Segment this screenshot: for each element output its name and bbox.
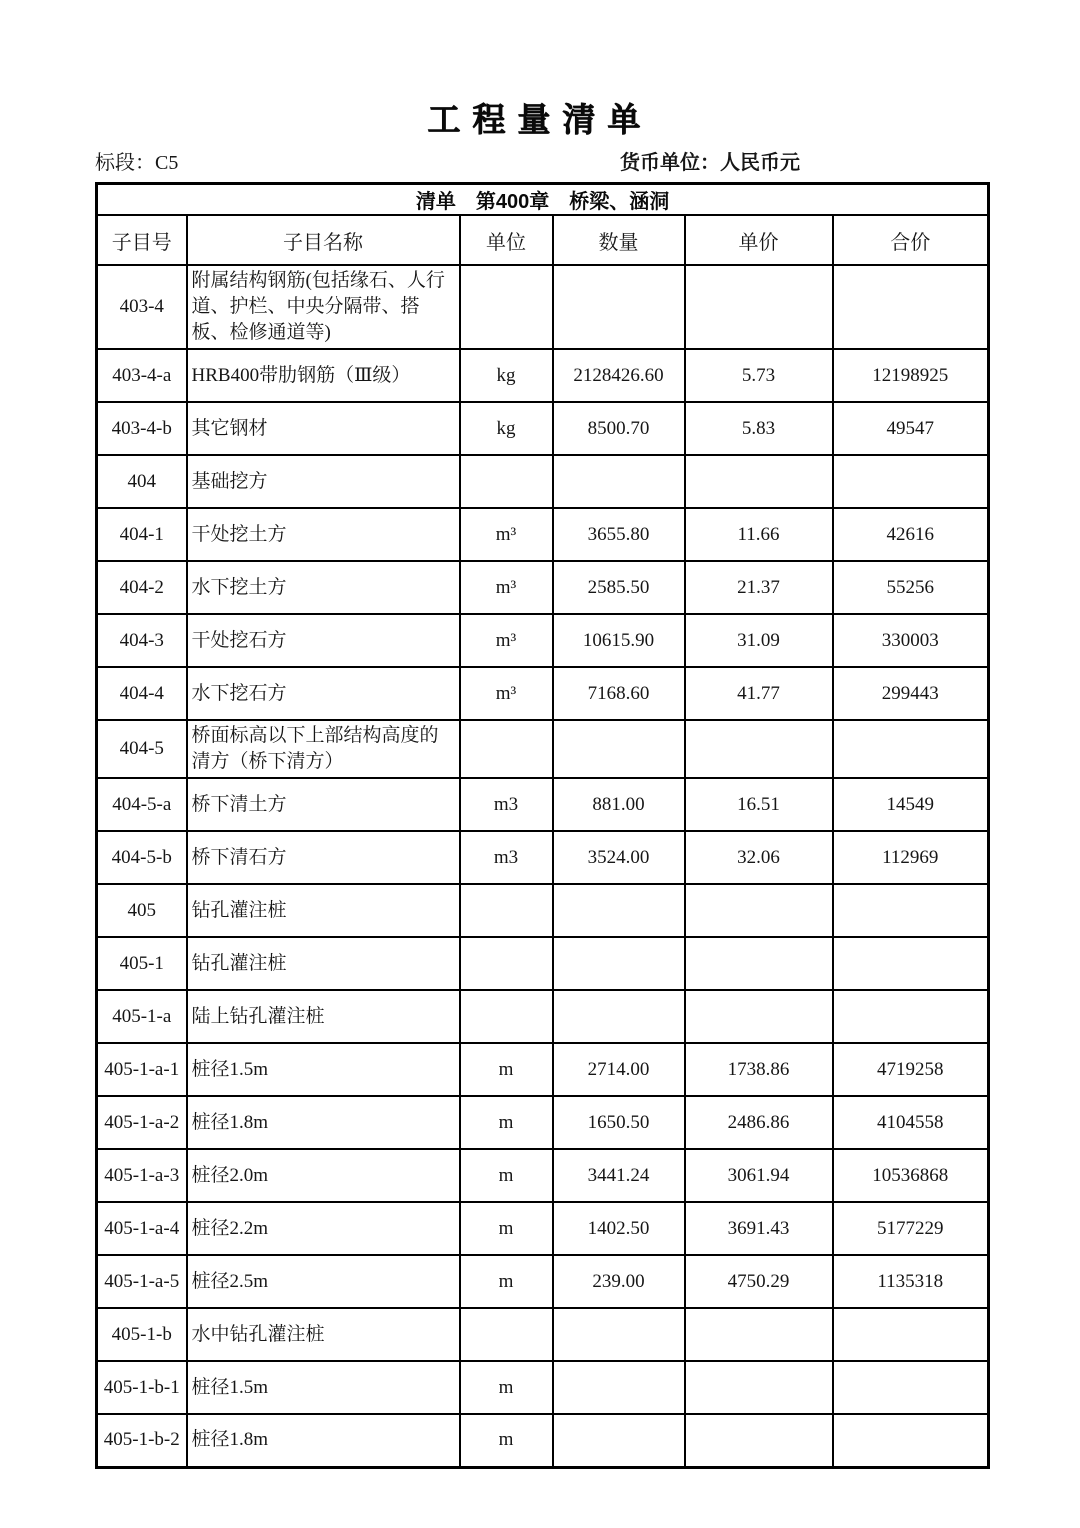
cell-item-name: 桩径1.5m: [187, 1361, 460, 1414]
cell-item-no: 404-4: [97, 667, 187, 720]
table-row: [97, 1308, 989, 1361]
cell-total: 14549: [833, 778, 989, 831]
col-header-item-no: 子目号: [97, 215, 187, 265]
table-row: [97, 561, 989, 614]
cell-total: [833, 720, 989, 778]
cell-item-no: 404-5: [97, 720, 187, 778]
cell-unit: kg: [460, 349, 553, 402]
cell-unit: m: [460, 1096, 553, 1149]
cell-item-no: 405-1-b-2: [97, 1414, 187, 1467]
cell-quantity: 1650.50: [553, 1096, 685, 1149]
table-row: [97, 667, 989, 720]
cell-item-no: 405-1-a-3: [97, 1149, 187, 1202]
cell-item-no: 404-5-b: [97, 831, 187, 884]
cell-unit: [460, 990, 553, 1043]
cell-quantity: 1402.50: [553, 1202, 685, 1255]
cell-total: [833, 1361, 989, 1414]
cell-item-no: 403-4-b: [97, 402, 187, 455]
table-row: [97, 990, 989, 1043]
cell-unit-price: [685, 937, 833, 990]
cell-total: 12198925: [833, 349, 989, 402]
cell-quantity: [553, 1414, 685, 1467]
table-row: [97, 778, 989, 831]
cell-total: 1135318: [833, 1255, 989, 1308]
cell-quantity: 8500.70: [553, 402, 685, 455]
table-row: [97, 884, 989, 937]
page-title: 工程量清单: [427, 103, 653, 139]
cell-unit-price: 5.73: [685, 349, 833, 402]
cell-unit-price: [685, 990, 833, 1043]
cell-unit-price: [685, 1414, 833, 1467]
cell-quantity: 3524.00: [553, 831, 685, 884]
currency-unit-label: 货币单位：人民币元: [620, 152, 800, 174]
cell-unit-price: 31.09: [685, 614, 833, 667]
cell-total: [833, 1414, 989, 1467]
table-row: [97, 455, 989, 508]
cell-total: 4719258: [833, 1043, 989, 1096]
cell-total: [833, 937, 989, 990]
cell-unit: m: [460, 1255, 553, 1308]
cell-item-no: 404: [97, 455, 187, 508]
cell-unit: m3: [460, 778, 553, 831]
table-band-row: [97, 184, 989, 216]
table-row: [97, 1414, 989, 1467]
cell-unit-price: 21.37: [685, 561, 833, 614]
cell-unit: m: [460, 1202, 553, 1255]
cell-total: [833, 990, 989, 1043]
chapter-band-title: 清单 第400章 桥梁、涵洞: [97, 184, 989, 216]
cell-quantity: 3655.80: [553, 508, 685, 561]
col-header-item-name: 子目名称: [187, 215, 460, 265]
cell-item-name: 陆上钻孔灌注桩: [187, 990, 460, 1043]
cell-quantity: [553, 1308, 685, 1361]
cell-item-name: 桩径2.5m: [187, 1255, 460, 1308]
cell-item-no: 404-2: [97, 561, 187, 614]
cell-item-name: 干处挖石方: [187, 614, 460, 667]
cell-item-name: 基础挖方: [187, 455, 460, 508]
cell-total: 49547: [833, 402, 989, 455]
cell-unit: m: [460, 1361, 553, 1414]
col-header-total: 合价: [833, 215, 989, 265]
cell-item-no: 405-1-a-5: [97, 1255, 187, 1308]
cell-total: [833, 1308, 989, 1361]
cell-unit-price: [685, 455, 833, 508]
cell-total: 10536868: [833, 1149, 989, 1202]
cell-unit: m: [460, 1149, 553, 1202]
cell-quantity: 881.00: [553, 778, 685, 831]
cell-total: 55256: [833, 561, 989, 614]
table-row: [97, 1361, 989, 1414]
cell-item-no: 405-1-a-4: [97, 1202, 187, 1255]
cell-unit-price: 11.66: [685, 508, 833, 561]
cell-quantity: 2585.50: [553, 561, 685, 614]
cell-unit: [460, 937, 553, 990]
cell-unit: m: [460, 1414, 553, 1467]
cell-item-name: 水中钻孔灌注桩: [187, 1308, 460, 1361]
cell-unit-price: [685, 265, 833, 349]
cell-item-name: 水下挖石方: [187, 667, 460, 720]
col-header-unit: 单位: [460, 215, 553, 265]
cell-unit-price: 2486.86: [685, 1096, 833, 1149]
cell-unit: m3: [460, 831, 553, 884]
cell-item-no: 405-1-a-2: [97, 1096, 187, 1149]
cell-total: [833, 884, 989, 937]
table-row: [97, 831, 989, 884]
cell-unit-price: [685, 720, 833, 778]
cell-unit: [460, 1308, 553, 1361]
cell-item-name: 水下挖土方: [187, 561, 460, 614]
cell-quantity: 2128426.60: [553, 349, 685, 402]
cell-total: 42616: [833, 508, 989, 561]
cell-unit-price: 4750.29: [685, 1255, 833, 1308]
cell-item-name: 桥面标高以下上部结构高度的清方（桥下清方）: [187, 720, 460, 778]
cell-total: [833, 265, 989, 349]
table-row: [97, 508, 989, 561]
cell-total: 112969: [833, 831, 989, 884]
cell-item-no: 405-1: [97, 937, 187, 990]
table-row: [97, 349, 989, 402]
cell-quantity: [553, 265, 685, 349]
cell-unit: [460, 265, 553, 349]
cell-unit-price: [685, 884, 833, 937]
cell-item-name: 桩径2.2m: [187, 1202, 460, 1255]
table-row: [97, 265, 989, 349]
cell-item-no: 405-1-a-1: [97, 1043, 187, 1096]
table-row: [97, 1149, 989, 1202]
cell-quantity: [553, 455, 685, 508]
cell-quantity: [553, 1361, 685, 1414]
cell-item-no: 405-1-b: [97, 1308, 187, 1361]
bill-of-quantities-table: [95, 182, 990, 1469]
cell-item-no: 405-1-a: [97, 990, 187, 1043]
table-header-row: [97, 215, 989, 265]
cell-unit-price: 41.77: [685, 667, 833, 720]
cell-unit: m³: [460, 667, 553, 720]
cell-unit: m³: [460, 614, 553, 667]
cell-unit: [460, 720, 553, 778]
cell-item-name: 其它钢材: [187, 402, 460, 455]
section-label: 标段：C5: [95, 152, 179, 174]
cell-unit-price: 32.06: [685, 831, 833, 884]
col-header-quantity: 数量: [553, 215, 685, 265]
table-row: [97, 1043, 989, 1096]
cell-quantity: [553, 720, 685, 778]
cell-item-no: 404-5-a: [97, 778, 187, 831]
cell-unit: [460, 455, 553, 508]
cell-unit-price: [685, 1308, 833, 1361]
cell-quantity: 10615.90: [553, 614, 685, 667]
cell-item-no: 404-3: [97, 614, 187, 667]
cell-total: 5177229: [833, 1202, 989, 1255]
cell-unit-price: 3061.94: [685, 1149, 833, 1202]
cell-item-name: 桩径2.0m: [187, 1149, 460, 1202]
cell-total: 299443: [833, 667, 989, 720]
cell-unit-price: 16.51: [685, 778, 833, 831]
cell-item-name: 桩径1.8m: [187, 1414, 460, 1467]
cell-unit-price: 5.83: [685, 402, 833, 455]
cell-item-name: 干处挖土方: [187, 508, 460, 561]
cell-quantity: [553, 884, 685, 937]
cell-item-no: 405-1-b-1: [97, 1361, 187, 1414]
cell-item-no: 403-4-a: [97, 349, 187, 402]
cell-total: [833, 455, 989, 508]
cell-unit-price: 3691.43: [685, 1202, 833, 1255]
cell-quantity: 3441.24: [553, 1149, 685, 1202]
cell-item-name: 钻孔灌注桩: [187, 884, 460, 937]
cell-item-name: HRB400带肋钢筋（Ⅲ级）: [187, 349, 460, 402]
col-header-unit-price: 单价: [685, 215, 833, 265]
table-row: [97, 1096, 989, 1149]
table-row: [97, 937, 989, 990]
cell-item-name: 桩径1.5m: [187, 1043, 460, 1096]
cell-unit: m³: [460, 508, 553, 561]
cell-quantity: [553, 990, 685, 1043]
cell-item-name: 桩径1.8m: [187, 1096, 460, 1149]
cell-quantity: 239.00: [553, 1255, 685, 1308]
cell-item-no: 405: [97, 884, 187, 937]
cell-item-name: 钻孔灌注桩: [187, 937, 460, 990]
table-row: [97, 1202, 989, 1255]
cell-unit-price: [685, 1361, 833, 1414]
cell-unit-price: 1738.86: [685, 1043, 833, 1096]
cell-total: 330003: [833, 614, 989, 667]
cell-quantity: 7168.60: [553, 667, 685, 720]
cell-quantity: [553, 937, 685, 990]
cell-unit: m³: [460, 561, 553, 614]
table-row: [97, 720, 989, 778]
cell-item-no: 403-4: [97, 265, 187, 349]
table-row: [97, 402, 989, 455]
cell-item-name: 桥下清石方: [187, 831, 460, 884]
cell-quantity: 2714.00: [553, 1043, 685, 1096]
cell-item-name: 附属结构钢筋(包括缘石、人行道、护栏、中央分隔带、搭板、检修通道等): [187, 265, 460, 349]
cell-unit: [460, 884, 553, 937]
cell-item-name: 桥下清土方: [187, 778, 460, 831]
cell-unit: kg: [460, 402, 553, 455]
table-row: [97, 1255, 989, 1308]
cell-total: 4104558: [833, 1096, 989, 1149]
table-row: [97, 614, 989, 667]
cell-unit: m: [460, 1043, 553, 1096]
cell-item-no: 404-1: [97, 508, 187, 561]
